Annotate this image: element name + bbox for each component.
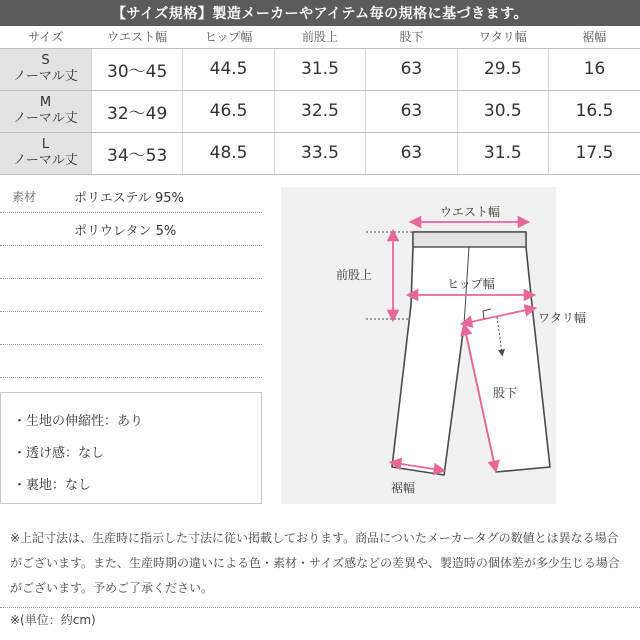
header-size: サイズ — [0, 26, 91, 48]
pants-diagram — [281, 187, 586, 504]
feature-stretch: ・生地の伸縮性：あり — [13, 413, 144, 429]
material-row — [0, 312, 262, 345]
features-box — [0, 392, 262, 504]
label-inseam: 股下 — [493, 386, 518, 400]
table-cell: 17.5 — [549, 132, 640, 174]
size-cell — [0, 48, 91, 90]
table-row — [0, 90, 640, 132]
table-cell: 46.5 — [183, 90, 274, 132]
size-spec-title: 【サイズ規格】製造メーカーやアイテム毎の規格に基づきます。 — [0, 0, 640, 26]
table-cell: 31.5 — [274, 48, 365, 90]
table-header-row — [0, 26, 640, 48]
table-cell: 32〜49 — [91, 90, 182, 132]
table-row — [0, 48, 640, 90]
label-waist: ウエスト幅 — [439, 205, 501, 219]
table-cell: 31.5 — [457, 132, 548, 174]
table-cell: 33.5 — [274, 132, 365, 174]
size-label: L — [41, 137, 50, 152]
unit-note: ※(単位：約cm) — [10, 613, 96, 627]
table-cell: 16 — [549, 48, 640, 90]
header-thigh: ワタリ幅 — [457, 26, 548, 48]
material-row — [0, 246, 262, 279]
table-cell: 48.5 — [183, 132, 274, 174]
table-cell: 63 — [366, 48, 457, 90]
table-cell: 34〜53 — [91, 132, 182, 174]
waistband — [413, 232, 526, 247]
table-cell: 32.5 — [274, 90, 365, 132]
table-cell: 30〜45 — [91, 48, 182, 90]
material-value: ポリエステル 95% — [74, 190, 184, 206]
material-value: ポリウレタン 5% — [74, 223, 177, 239]
material-section — [0, 180, 262, 378]
material-row — [0, 345, 262, 378]
size-label: S — [41, 53, 50, 68]
size-cell — [0, 132, 91, 174]
size-cell — [0, 90, 91, 132]
material-row — [0, 279, 262, 312]
label-hip: ヒップ幅 — [447, 277, 495, 291]
table-cell: 63 — [366, 132, 457, 174]
header-inseam: 股下 — [366, 26, 457, 48]
header-hip: ヒップ幅 — [183, 26, 274, 48]
table-cell: 44.5 — [183, 48, 274, 90]
table-cell: 16.5 — [549, 90, 640, 132]
size-length: ノーマル丈 — [13, 111, 78, 126]
material-row — [0, 213, 262, 246]
header-waist: ウエスト幅 — [91, 26, 182, 48]
table-row — [0, 132, 640, 174]
label-hem: 裾幅 — [391, 481, 416, 495]
size-length: ノーマル丈 — [13, 69, 78, 84]
table-cell: 30.5 — [457, 90, 548, 132]
table-cell: 63 — [366, 90, 457, 132]
material-row — [0, 180, 262, 213]
size-length: ノーマル丈 — [13, 153, 78, 168]
feature-sheerness: ・透け感：なし — [13, 445, 105, 461]
material-label: 素材 — [12, 189, 37, 204]
label-front-rise: 前股上 — [336, 268, 373, 282]
disclaimer-note: ※上記寸法は、生産時に指示した寸法に従い掲載しております。商品についたメーカータグの数値とは異なる場合がございます。また、生産時期の違いによる色・素材・サイズ感などの差異や、製造時の個体差が多少生じる場合がございます。予めご了承ください。 — [10, 531, 620, 595]
header-front-rise: 前股上 — [274, 26, 365, 48]
size-table — [0, 26, 640, 175]
label-thigh: ワタリ幅 — [538, 311, 586, 325]
table-cell: 29.5 — [457, 48, 548, 90]
size-label: M — [39, 95, 52, 110]
header-hem: 裾幅 — [549, 26, 640, 48]
divider — [0, 607, 640, 608]
measurement-diagram — [281, 187, 586, 504]
feature-lining: ・裏地：なし — [13, 477, 92, 493]
